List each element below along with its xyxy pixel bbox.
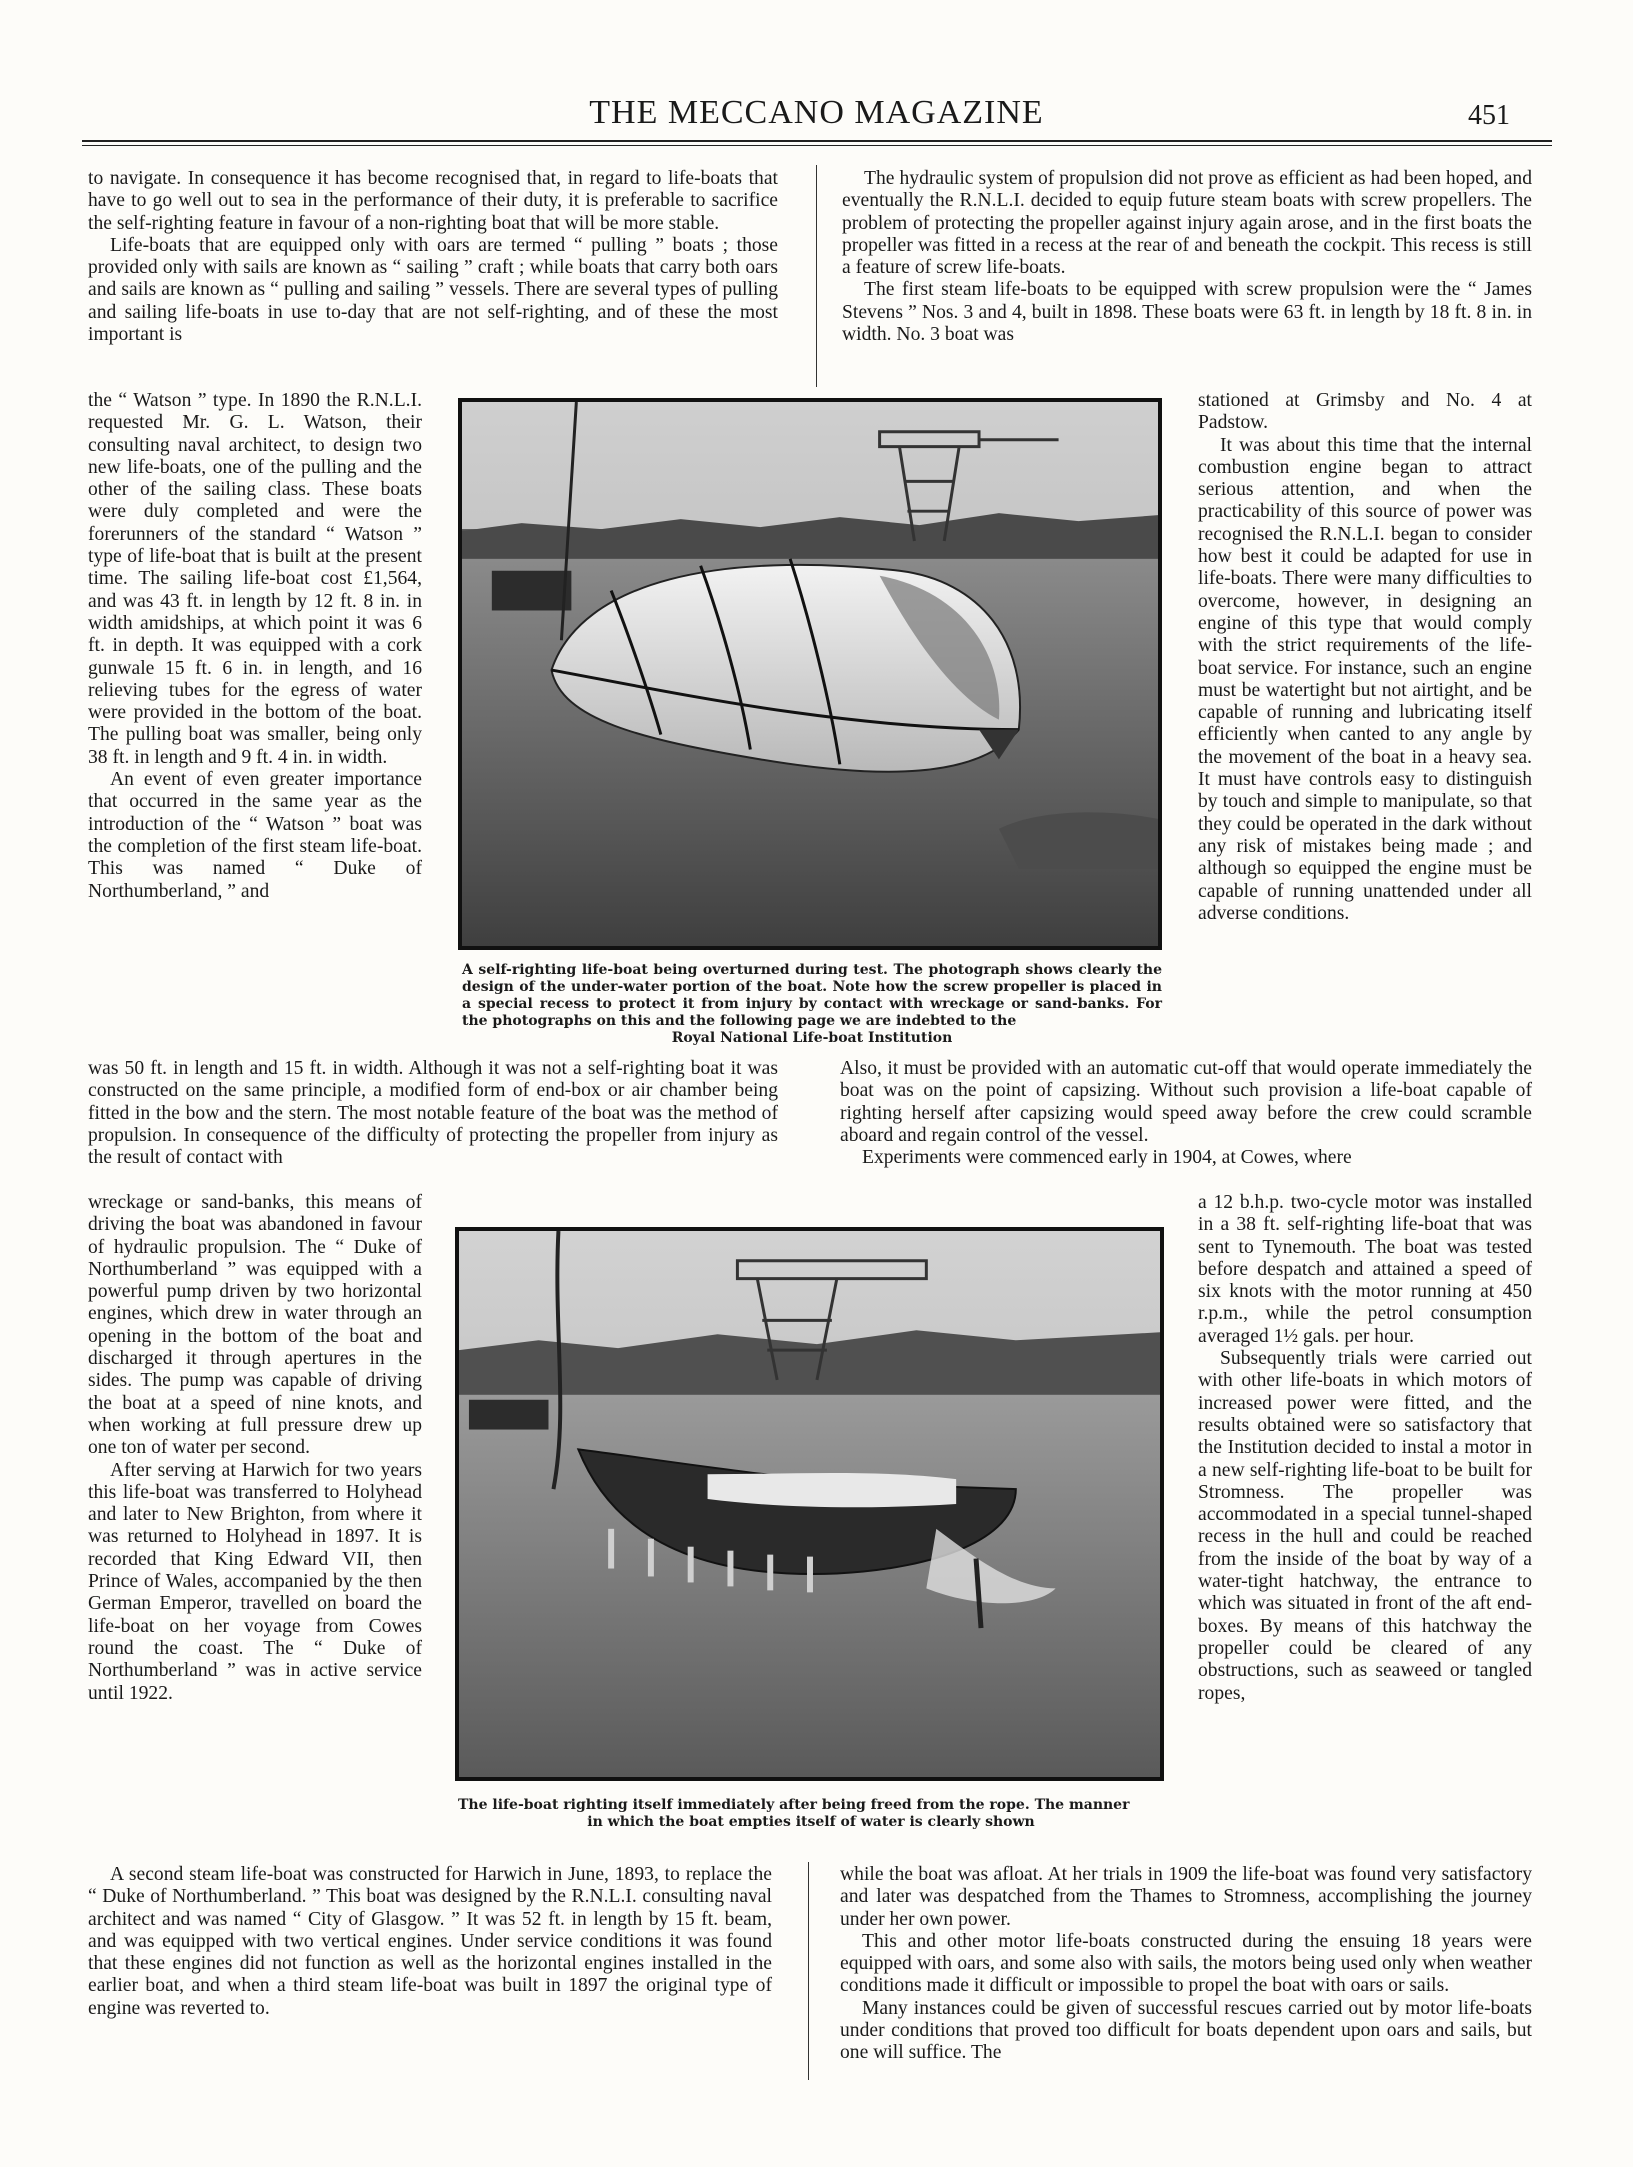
photo-lifeboat-overturned-image	[462, 402, 1158, 946]
paragraph: Many instances could be given of successful rescues carried out by motor life-boats under conditions that proved too difficult for boats dependent upon oars and sails, but one will suffice. The	[840, 1997, 1532, 2064]
paragraph: to navigate. In consequence it has become recognised that, in regard to life-boats that have to go well out to sea in the performance of their duty, it is preferable to sacrifice the self-righting feature in favour of a non-righting boat that will be more stable.	[88, 168, 778, 234]
paragraph: It was about this time that the internal combustion engine began to attract serious attention, and when the practicability of this source of power was recognised the R.N.L.I. began to consider how best it could be adapted for use in life-boats. There were many difficulties to overcome, however, in designing an engine of this type that would comply with the strict requirements of the life-boat service. For instance, such an engine must be watertight but not airtight, and be capable of running and lubricating itself efficiently when canted to any angle by the movement of the boat in a heavy sea. It must have controls easy to distinguish by touch and simple to manipulate, so that they could be operated in the dark without any risk of mistakes being made ; and although so equipped the engine must be capable of running unattended under all adverse conditions.	[1198, 434, 1532, 924]
right-column-mid	[840, 1058, 1532, 1169]
paragraph: An event of even greater importance that occurred in the same year as the introduction of the “ Watson ” boat was the completion of the first steam life-boat. This was named “ Duke of Northumberland, ” and	[88, 769, 422, 902]
right-column-narrow-2	[1198, 1192, 1532, 1705]
header-rule	[82, 140, 1552, 142]
right-column-narrow-1	[1198, 390, 1532, 925]
figure-caption-2	[458, 1797, 1164, 1831]
left-column-bottom	[88, 1864, 772, 2020]
caption-text: The life-boat righting itself immediately after being freed from the rope. The manner	[458, 1797, 1130, 1813]
paragraph: a 12 b.h.p. two-cycle motor was installed in a 38 ft. self-righting life-boat that was sent to Tynemouth. The boat was tested before despatch and attained a speed of six knots with the motor running at 450 r.p.m., while the petrol consumption averaged 1½ gals. per hour.	[1198, 1192, 1532, 1347]
caption-text: A self-righting life-boat being overturned during test. The photograph shows clearly the design of the under-water portion of the boat. Note how the screw propeller is placed in a special recess to protect it from injury by contact with wreckage or sand-banks. For the photographs on this and the following page we are indebted to the	[462, 962, 1162, 1029]
paragraph: After serving at Harwich for two years this life-boat was transferred to Holyhead and later to New Brighton, from where it was returned to Holyhead in 1897. It is recorded that King Edward VII, then Prince of Wales, accompanied by the then German Emperor, travelled on board the life-boat on her voyage from Cowes round the coast. The “ Duke of Northumberland ” was in active service until 1922.	[88, 1459, 422, 1704]
column-divider	[808, 1862, 809, 2080]
caption-text-last: in which the boat empties itself of water is clearly shown	[587, 1814, 1035, 1830]
page-number: 451	[1468, 100, 1510, 131]
paragraph: was 50 ft. in length and 15 ft. in width. Although it was not a self-righting boat it was constructed on the same principle, a modified form of end-box or air chamber being fitted in the bow and the stern. The most notable feature of the boat was the method of propulsion. In consequence of the difficulty of protecting the propeller from injury as the result of contact with	[88, 1058, 778, 1169]
photo-lifeboat-righting-image	[459, 1231, 1160, 1777]
paragraph: wreckage or sand-banks, this means of driving the boat was abandoned in favour of hydraulic propulsion. The “ Duke of Northumberland ” was equipped with a powerful pump driven by two horizontal engines, which drew in water through an opening in the bottom of the boat and discharged it through apertures in the sides. The pump was capable of driving the boat at a speed of nine knots, and when working at full pressure drew up one ton of water per second.	[88, 1192, 422, 1459]
paragraph: Also, it must be provided with an automatic cut-off that would operate immediately the boat was on the point of capsizing. Without such provision a life-boat capable of righting herself after capsizing would speed away before the crew could scramble aboard and regain control of the vessel.	[840, 1058, 1532, 1146]
paragraph: The hydraulic system of propulsion did not prove as efficient as had been hoped, and eventually the R.N.L.I. decided to equip future steam boats with screw propellers. The problem of protecting the propeller against injury again arose, and in the first boats the propeller was fitted in a recess at the rear of and beneath the cockpit. This recess is still a feature of screw life-boats.	[842, 168, 1532, 279]
page-header-title: THE MECCANO MAGAZINE	[589, 94, 1044, 131]
right-column-bottom	[840, 1864, 1532, 2065]
header-rule-thin	[82, 145, 1552, 146]
paragraph: stationed at Grimsby and No. 4 at Padstow.	[1198, 390, 1532, 434]
paragraph: Experiments were commenced early in 1904, at Cowes, where	[862, 1147, 1352, 1169]
paragraph: the “ Watson ” type. In 1890 the R.N.L.I. requested Mr. G. L. Watson, their consulting naval architect, to design two new life-boats, one of the pulling and the other of the sailing class. These boats were duly completed and were the forerunners of the standard “ Watson ” type of life-boat that is built at the present time. The sailing life-boat cost £1,564, and was 43 ft. in length by 12 ft. 8 in. in width amidships, at which point it was 6 ft. in depth. It was equipped with a cork gunwale 15 ft. 6 in. in length, and 16 relieving tubes for the egress of water were provided in the bottom of the boat. The pulling boat was smaller, being only 38 ft. in length and 9 ft. 4 in. in width.	[88, 390, 422, 768]
left-column-mid	[88, 1058, 778, 1169]
paragraph: A second steam life-boat was constructed for Harwich in June, 1893, to replace the “ Duke of Northumberland. ” This boat was designed by the R.N.L.I. consulting naval architect and was named “ City of Glasgow. ” It was 52 ft. in length by 15 ft. beam, and was equipped with two vertical engines. Under service conditions it was found that these engines did not function as well as the horizontal engines installed in the earlier boat, and when a third steam life-boat was built in 1897 the original type of engine was reverted to.	[88, 1864, 772, 2019]
photo-lifeboat-overturned	[458, 398, 1162, 950]
photo-lifeboat-righting	[455, 1227, 1164, 1781]
caption-credit: Royal National Life-boat Institution	[671, 1030, 953, 1046]
left-column-narrow-1	[88, 390, 422, 903]
paragraph: Subsequently trials were carried out with other life-boats in which motors of increased power were fitted, and the results obtained were so satisfactory that the Institution decided to instal a motor in a new self-righting life-boat to be built for Stromness. The propeller was accommodated in a special tunnel-shaped recess in the hull and could be reached from the inside of the boat by way of a water-tight hatchway, the entrance to which was situated in front of the aft end-boxes. By means of this hatchway the propeller could be cleared of any obstructions, such as seaweed or tangled ropes,	[1198, 1348, 1532, 1704]
paragraph: The first steam life-boats to be equipped with screw propulsion were the “ James Stevens ” Nos. 3 and 4, built in 1898. These boats were 63 ft. in length by 18 ft. 8 in. in width. No. 3 boat was	[842, 279, 1532, 346]
paragraph: while the boat was afloat. At her trials in 1909 the life-boat was found very satisfactory and later was despatched from the Thames to Stromness, accomplishing the journey under her own power.	[840, 1864, 1532, 1930]
left-column-narrow-2	[88, 1192, 422, 1705]
column-divider	[816, 165, 817, 387]
left-column-top	[88, 168, 778, 346]
figure-caption-1	[462, 962, 1162, 1047]
paragraph: Life-boats that are equipped only with oars are termed “ pulling ” boats ; those provided only with sails are known as “ sailing ” craft ; while boats that carry both oars and sails are known as “ pulling and sailing ” vessels. There are several types of pulling and sailing life-boats in use to-day that are not self-righting, and of these the most important is	[88, 234, 778, 346]
paragraph: This and other motor life-boats constructed during the ensuing 18 years were equipped with oars, and some also with sails, the motors being used only when weather conditions made it difficult or impossible to propel the boat with oars or sails.	[840, 1930, 1532, 1997]
right-column-top	[842, 168, 1532, 346]
